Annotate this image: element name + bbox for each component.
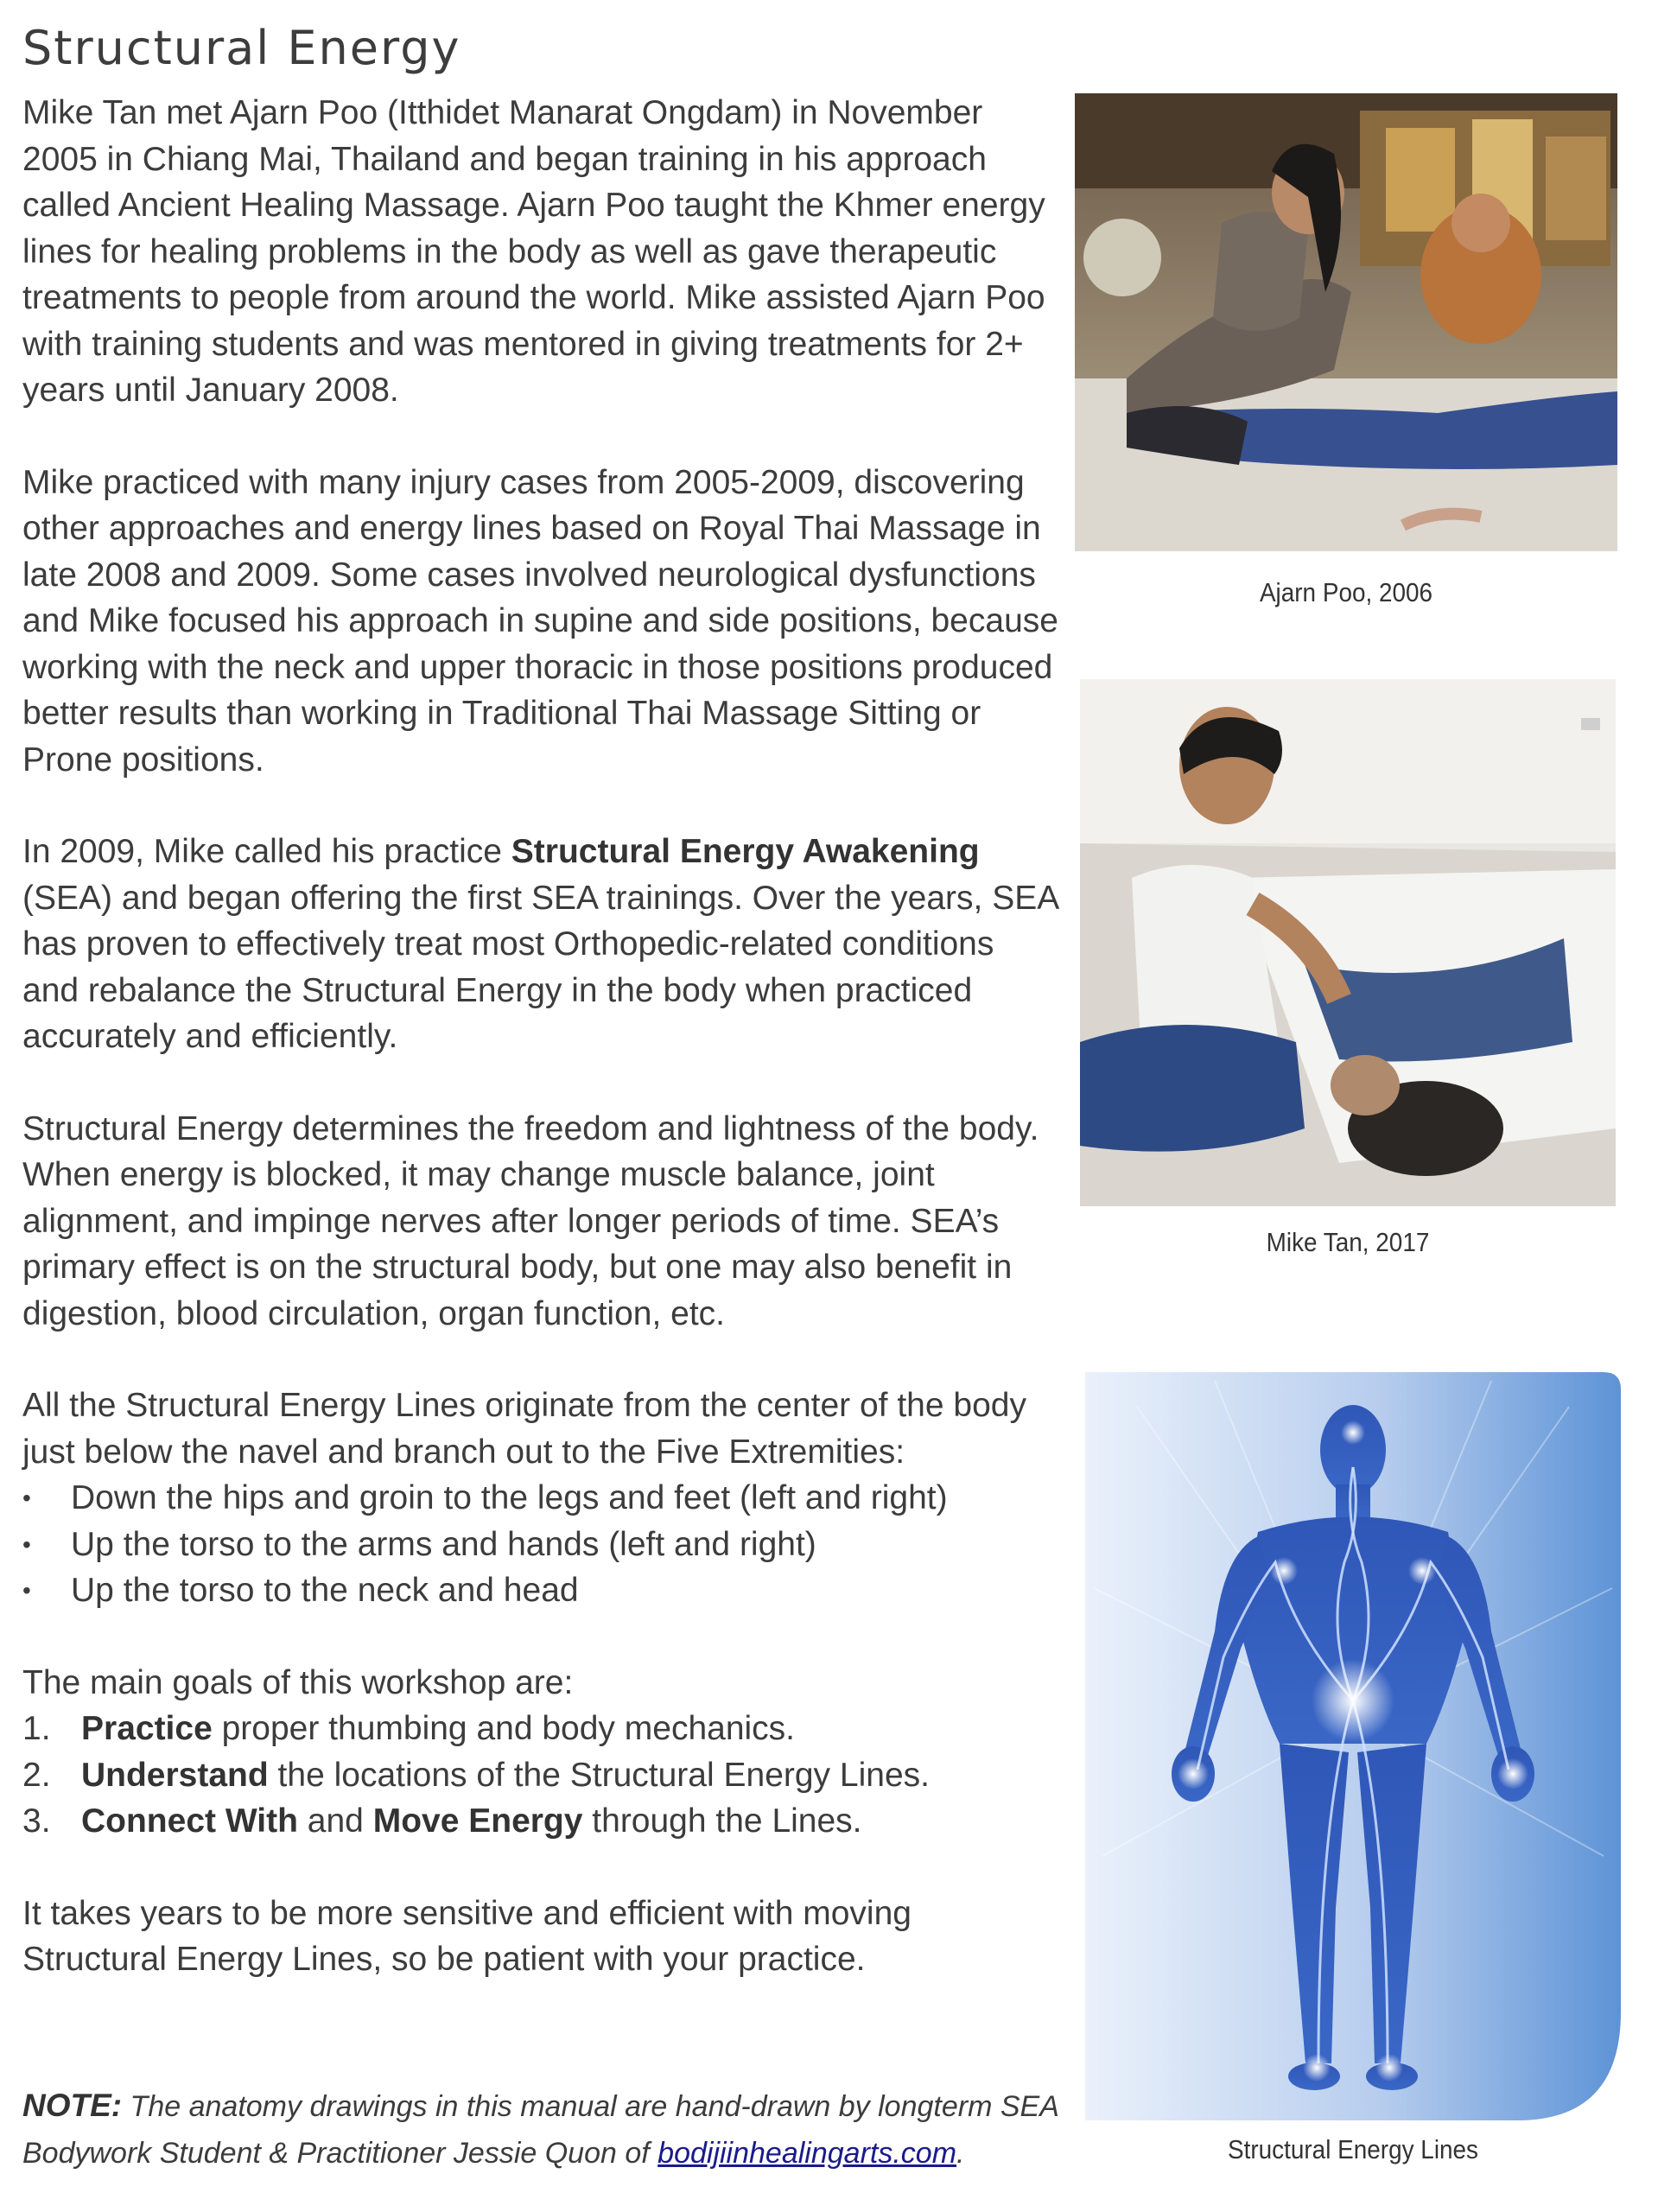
page-title: Structural Energy	[22, 21, 461, 75]
note-end: .	[956, 2137, 965, 2170]
goal-keyword: Understand	[81, 1756, 269, 1794]
extremities-list-item	[22, 1475, 1059, 1522]
extremities-list-item	[22, 1522, 1059, 1568]
note-label: NOTE:	[22, 2088, 123, 2123]
goals-list	[22, 1706, 1059, 1845]
goal-number: 3.	[22, 1802, 51, 1840]
goal-text: and	[297, 1802, 373, 1840]
caption-mike-tan: Mike Tan, 2017	[1266, 1227, 1430, 1257]
photo-mike-tan	[1080, 679, 1616, 1206]
extremities-list	[22, 1475, 1059, 1614]
paragraph-injury-cases: Mike practiced with many injury cases from 2005-2009, discovering other approaches and energy lines based on Royal Thai Massage in late 2008 and 2009. Some cases involved neurological dysfunctions and Mike focused his approach in supine and side positions, because working with the neck and upper thoracic in those positions produced better results than working in Traditional Thai Massage Sitting or Prone positions.	[22, 463, 1058, 779]
caption-energy-lines: Structural Energy Lines	[1228, 2134, 1478, 2164]
sea-origin-pre: In 2009, Mike called his practice	[22, 833, 511, 870]
paragraph-energy-lines: All the Structural Energy Lines originate from the center of the body just below the navel and branch out to the Five Extremities:	[22, 1387, 1026, 1471]
paragraph-goals-intro: The main goals of this workshop are:	[22, 1663, 574, 1701]
goal-number: 2.	[22, 1756, 51, 1794]
goal-number: 1.	[22, 1710, 51, 1747]
bullet-marker: •	[22, 1484, 31, 1511]
note-link[interactable]: bodijiinhealingarts.com	[657, 2137, 957, 2170]
note-text: The anatomy drawings in this manual are hand-drawn by longterm SEA Bodywork Student & Practitioner Jessie Quon of	[22, 2090, 1058, 2170]
note	[22, 2082, 1102, 2177]
bullet-text: Down the hips and groin to the legs and feet (left and right)	[71, 1479, 948, 1516]
bullet-text: Up the torso to the arms and hands (left and right)	[71, 1525, 816, 1563]
goal-keyword: Connect With	[81, 1802, 298, 1840]
paragraph-structural-energy: Structural Energy determines the freedom and lightness of the body. When energy is blocked, it may change muscle balance, joint alignment, and impinge nerves after longer periods of time. SEA’s primary effect is on the structural body, but one may also benefit in digestion, blood circulation, organ function, etc.	[22, 1109, 1039, 1332]
paragraph-intro: Mike Tan met Ajarn Poo (Itthidet Manarat Ongdam) in November 2005 in Chiang Mai, Thailand and began training in his approach called Ancient Healing Massage. Ajarn Poo taught the Khmer energy lines for healing problems in the body as well as gave therapeutic treatments to people from around the world. Mike assisted Ajarn Poo with training students and was mentored in giving treatments for 2+ years until January 2008.	[22, 94, 1045, 409]
caption-ajarn-poo: Ajarn Poo, 2006	[1259, 577, 1433, 607]
goal-keyword: Practice	[81, 1710, 213, 1747]
sea-name-bold: Structural Energy Awakening	[511, 833, 980, 870]
bullet-marker: •	[22, 1577, 31, 1604]
goal-item	[22, 1798, 1059, 1845]
goal-text: the locations of the Structural Energy Lines.	[268, 1756, 930, 1794]
photo-ajarn-poo	[1075, 93, 1617, 551]
sea-origin-post: (SEA) and began offering the first SEA trainings. Over the years, SEA has proven to effectively treat most Orthopedic-related conditions and rebalance the Structural Energy in the body when practiced accurately and efficiently.	[22, 879, 1058, 1055]
paragraph-sea-origin	[22, 829, 1059, 1060]
extremities-list-item	[22, 1567, 1059, 1614]
goal-text: through the Lines.	[582, 1802, 862, 1840]
bullet-text: Up the torso to the neck and head	[71, 1572, 579, 1609]
goal-item	[22, 1706, 1059, 1752]
goal-item	[22, 1752, 1059, 1799]
bullet-marker: •	[22, 1530, 31, 1558]
paragraph-closing: It takes years to be more sensitive and efficient with moving Structural Energy Lines, so be patient with your practice.	[22, 1894, 912, 1978]
goal-keyword: Move Energy	[372, 1802, 583, 1840]
energy-lines-figure	[1085, 1372, 1621, 2120]
body-text	[22, 90, 1059, 1983]
goal-text: proper thumbing and body mechanics.	[212, 1710, 796, 1747]
